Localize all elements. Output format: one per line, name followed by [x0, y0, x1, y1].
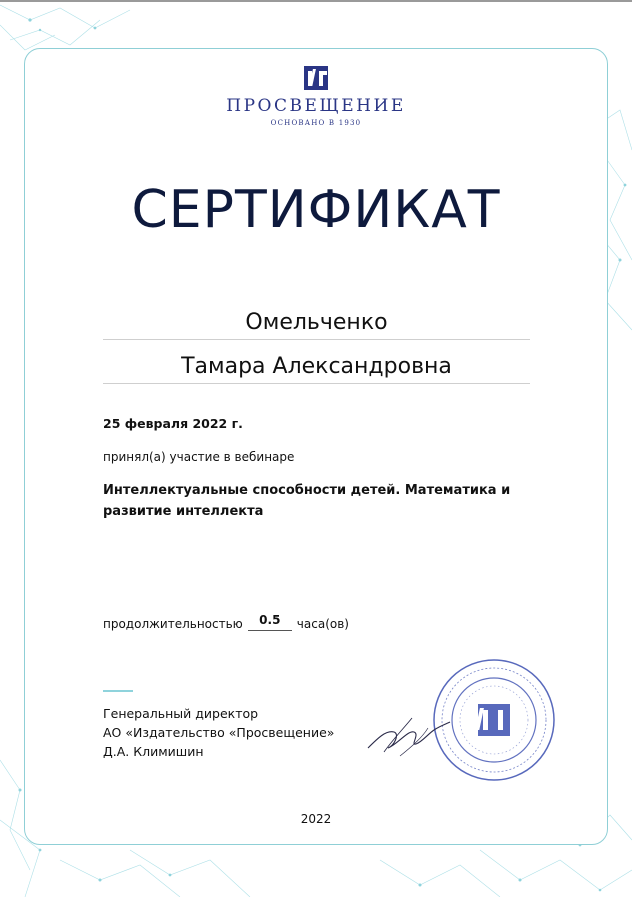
signer-name: Д.А. Климишин: [103, 744, 204, 759]
signature-icon: [364, 708, 454, 763]
recipient-surname: Омельченко: [103, 310, 530, 340]
publisher-name: ПРОСВЕЩЕНИЕ: [226, 96, 406, 116]
duration-value: 0.5: [248, 613, 292, 631]
publisher-founded: ОСНОВАНО В 1930: [270, 119, 362, 127]
webinar-title: Интеллектуальные способности детей. Математика и развитие интеллекта: [103, 483, 511, 519]
accent-divider: [103, 690, 133, 692]
duration-label: продолжительностью: [103, 617, 243, 631]
duration-unit: часа(ов): [296, 617, 349, 631]
publisher-logo: [0, 64, 632, 127]
signer-block: [103, 704, 334, 761]
recipient-given-names: Тамара Александровна: [103, 354, 530, 384]
certificate-year: 2022: [300, 812, 332, 826]
event-date: 25 февраля 2022 г.: [103, 416, 243, 431]
publisher-emblem-icon: [303, 64, 329, 92]
signer-organization: АО «Издательство «Просвещение»: [103, 725, 335, 740]
duration-row: [103, 613, 349, 631]
certificate-title: СЕРТИФИКАТ: [131, 180, 501, 240]
participation-text: принял(а) участие в вебинаре: [103, 450, 295, 464]
signer-position: Генеральный директор: [103, 706, 259, 721]
